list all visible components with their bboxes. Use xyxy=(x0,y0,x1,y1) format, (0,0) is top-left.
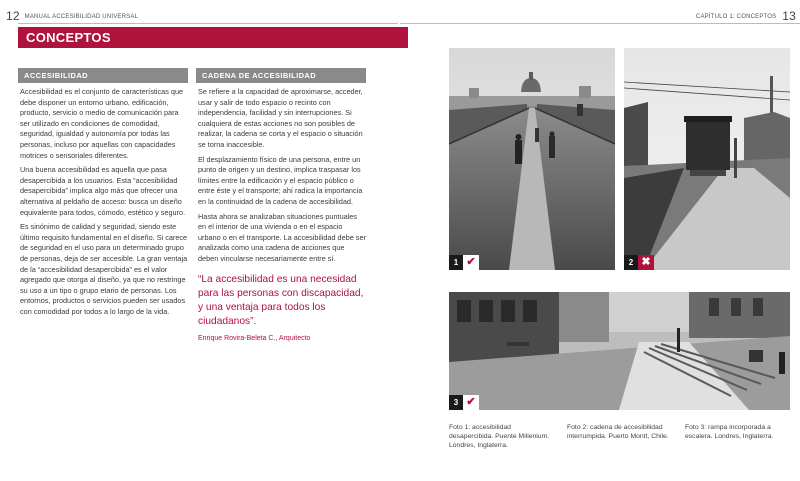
photo-1-number: 1 xyxy=(449,255,463,270)
section-banner xyxy=(18,27,408,48)
check-icon: ✔ xyxy=(463,395,479,410)
photo-2-number: 2 xyxy=(624,255,638,270)
column-cadena-de-accesibilidad xyxy=(196,68,366,342)
left-page-header xyxy=(6,9,138,23)
paragraph: Hasta ahora se analizaban situaciones puntuales en el interior de una vivienda o en el espacio urbano o en el transporte. La accesibilidad debe ser analizada como una cadena de acciones que deben vincularse necesariamente entre sí. xyxy=(198,211,366,263)
right-page-header xyxy=(696,9,796,23)
paragraph: Es sinónimo de calidad y seguridad, siendo este último requisito fundamental en el diseño. Si carece de seguridad en el uso para un determinado grupo de personas, deja de ser accesible. La gran ventaja de la “accesibilidad desapercibida” es el valor agregado que otorga al diseño, ya que no restringe su uso a un tipo o grupo etario de personas. Los entornos, productos o servicios pueden ser usados con comodidad por todos a lo largo de la vida. xyxy=(20,222,188,316)
photo-2-caption: Foto 2: cadena de accesibilidad interrumpida. Puerto Montt, Chile. xyxy=(567,424,669,440)
sidewalk-photo-illustration xyxy=(624,48,790,270)
cross-icon: ✖ xyxy=(638,255,654,270)
paragraph: Accesibilidad es el conjunto de características que debe disponer un entorno urbano, edificación, producto, servicio o medio de comunicación para ser utilizado en condiciones de comodidad, seguridad, igualdad y autonomía por todas las personas, incluso por aquellas con capacidades motrices o sensoriales diferentes. xyxy=(20,87,184,160)
photo-3-number: 3 xyxy=(449,395,463,410)
heading-cadena-de-accesibilidad: CADENA DE ACCESIBILIDAD xyxy=(196,68,366,83)
quote-author: Enrique Rovira-Beleta C., Arquitecto xyxy=(198,334,311,342)
right-page xyxy=(400,0,800,481)
photo-3-badge xyxy=(449,395,479,410)
photo-3-caption: Foto 3: rampa incorporada a escalera. Londres, Inglaterra. xyxy=(685,424,774,440)
photo-2-badge xyxy=(624,255,654,270)
photo-millennium-bridge xyxy=(449,48,615,270)
left-running-title: MANUAL ACCESIBILIDAD UNIVERSAL xyxy=(24,14,139,20)
left-page-number: 12 xyxy=(6,9,20,23)
paragraph: Se refiere a la capacidad de aproximarse, acceder, usar y salir de todo espacio o recinto con independencia, facilidad y sin interrupciones. Si cualquiera de estas acciones no son posibles de realizar, la cadena se corta y el espacio o situación se torna inaccesible. xyxy=(198,87,363,149)
heading-accesibilidad: ACCESIBILIDAD xyxy=(18,68,188,83)
right-header-rule xyxy=(400,23,800,24)
photo-1-badge xyxy=(449,255,479,270)
ramp-photo-illustration xyxy=(449,292,790,410)
photo-london-ramp-stairs xyxy=(449,292,790,410)
paragraph: Una buena accesibilidad es aquella que pasa desapercibida a los usuarios. Esta “accesibilidad desapercibida” implica algo más que ofrecer una alternativa al peldaño de acceso: busca un diseño equivalente para todos, cómodo, estético y seguro. xyxy=(20,165,186,217)
column-accesibilidad xyxy=(18,68,188,321)
left-header-rule xyxy=(18,23,398,24)
paragraph: El desplazamiento físico de una persona, entre un punto de origen y un destino, implica traspasar los límites entre la edificación y el espacio público o entre éste y el transporte; ahí radica la importancia en la continuidad de la cadena de accesibilidad. xyxy=(198,154,363,206)
pull-quote: “La accesibilidad es una necesidad para las personas con discapacidad, y una ventaja para todos los ciudadanos”. xyxy=(198,273,364,327)
bridge-photo-illustration xyxy=(449,48,615,270)
photo-puerto-montt-sidewalk xyxy=(624,48,790,270)
section-title: CONCEPTOS xyxy=(26,30,111,45)
right-page-number: 13 xyxy=(782,9,796,23)
check-icon: ✔ xyxy=(463,255,479,270)
right-running-title: CAPÍTULO 1: CONCEPTOS xyxy=(695,14,777,20)
photo-1-caption: Foto 1: accesibilidad desapercibida. Puente Millenium. Londres, Inglaterra. xyxy=(449,424,550,449)
